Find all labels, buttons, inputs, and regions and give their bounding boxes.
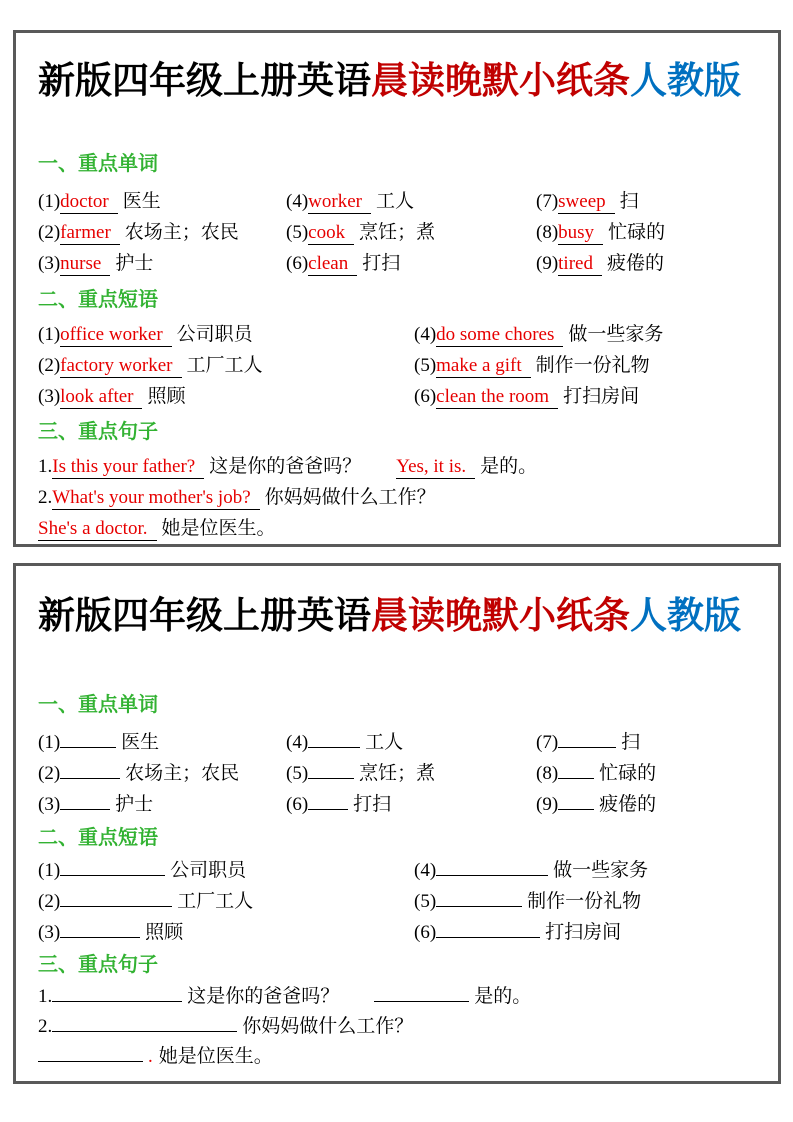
word-item bbox=[38, 186, 286, 217]
zh-meaning: 这是你的爸爸吗？ bbox=[209, 456, 362, 477]
zh-meaning: 打扫 bbox=[353, 794, 392, 815]
zh-meaning: 疲倦的 bbox=[599, 794, 657, 815]
item-number: (1) bbox=[38, 732, 61, 753]
word-item bbox=[536, 186, 756, 217]
item-number: 2. bbox=[38, 1016, 53, 1037]
zh-meaning: 打扫 bbox=[362, 253, 401, 274]
zh-meaning: 做一些家务 bbox=[568, 324, 664, 345]
answer-en: doctor bbox=[60, 191, 118, 214]
answer-en: do some chores bbox=[436, 324, 563, 347]
phrase-item bbox=[38, 917, 414, 948]
item-number: (3) bbox=[38, 922, 61, 943]
item-number: (1) bbox=[38, 324, 61, 345]
item-number: (3) bbox=[38, 253, 61, 274]
item-number: (3) bbox=[38, 386, 61, 407]
answer-en: worker bbox=[308, 191, 371, 214]
answer-en: tired bbox=[558, 253, 602, 276]
title-grade-part: 新版四年级上册英语 bbox=[38, 595, 371, 636]
phrase-item bbox=[38, 350, 414, 381]
zh-meaning: 扫 bbox=[621, 732, 641, 753]
word-item bbox=[38, 789, 286, 820]
item-number: (5) bbox=[414, 891, 437, 912]
item-number: (2) bbox=[38, 891, 61, 912]
item-number: (5) bbox=[286, 222, 309, 243]
blank-line bbox=[52, 1018, 237, 1032]
zh-meaning: 忙碌的 bbox=[608, 222, 666, 243]
zh-meaning: 打扫房间 bbox=[545, 922, 622, 943]
zh-meaning: 医生 bbox=[122, 191, 161, 212]
word-item bbox=[38, 248, 286, 279]
section-heading-sentences: 三、重点句子 bbox=[38, 421, 158, 443]
sentence-row bbox=[38, 1042, 756, 1072]
page-title bbox=[38, 59, 756, 103]
words-list-blank bbox=[38, 727, 756, 820]
phrase-item bbox=[38, 319, 414, 350]
zh-meaning: 烹饪；煮 bbox=[359, 222, 436, 243]
phrase-item bbox=[414, 381, 756, 412]
word-item bbox=[38, 727, 286, 758]
answer-en: busy bbox=[558, 222, 603, 245]
word-item bbox=[38, 758, 286, 789]
item-number: (8) bbox=[536, 763, 559, 784]
zh-meaning: 她是位医生。 bbox=[158, 1046, 273, 1067]
item-number: (1) bbox=[38, 860, 61, 881]
zh-meaning: 公司职员 bbox=[170, 860, 247, 881]
item-number: 1. bbox=[38, 456, 53, 477]
phrases-list bbox=[38, 319, 756, 412]
item-number: (1) bbox=[38, 191, 61, 212]
word-item bbox=[536, 217, 756, 248]
phrases-list-blank bbox=[38, 855, 756, 948]
zh-meaning: 做一些家务 bbox=[553, 860, 649, 881]
answer-en: clean bbox=[308, 253, 357, 276]
phrase-item bbox=[414, 917, 756, 948]
blank-line bbox=[558, 734, 616, 748]
period-mark: . bbox=[148, 1046, 153, 1067]
answer-en: farmer bbox=[60, 222, 120, 245]
zh-meaning: 照顾 bbox=[147, 386, 186, 407]
blank-line bbox=[308, 796, 348, 810]
sentence-row bbox=[38, 513, 756, 544]
zh-meaning: 制作一份礼物 bbox=[527, 891, 642, 912]
title-series-part: 晨读晚默小纸条 bbox=[371, 595, 630, 636]
item-number: (4) bbox=[414, 860, 437, 881]
item-number: (2) bbox=[38, 763, 61, 784]
section-heading-phrases: 二、重点短语 bbox=[38, 289, 158, 311]
sentence-row bbox=[38, 982, 756, 1012]
zh-meaning: 疲倦的 bbox=[606, 253, 664, 274]
word-item bbox=[286, 727, 536, 758]
page-title bbox=[38, 594, 756, 638]
word-item bbox=[286, 186, 536, 217]
word-item bbox=[536, 758, 756, 789]
word-item bbox=[536, 789, 756, 820]
word-item bbox=[286, 217, 536, 248]
phrase-item bbox=[414, 350, 756, 381]
item-number: (5) bbox=[286, 763, 309, 784]
item-number: (7) bbox=[536, 191, 559, 212]
zh-meaning: 烹饪；煮 bbox=[359, 763, 436, 784]
item-number: (7) bbox=[536, 732, 559, 753]
item-number: (4) bbox=[286, 191, 309, 212]
zh-meaning: 公司职员 bbox=[176, 324, 253, 345]
blank-line bbox=[52, 988, 182, 1002]
zh-meaning: 工厂工人 bbox=[186, 355, 263, 376]
item-number: (9) bbox=[536, 253, 559, 274]
item-number: (6) bbox=[286, 794, 309, 815]
zh-meaning: 打扫房间 bbox=[563, 386, 640, 407]
blank-line bbox=[60, 765, 120, 779]
word-item bbox=[536, 248, 756, 279]
item-number: (8) bbox=[536, 222, 559, 243]
blank-line bbox=[60, 862, 165, 876]
answer-en: Yes, it is. bbox=[396, 456, 475, 479]
sentences-list bbox=[38, 451, 756, 544]
item-number: (5) bbox=[414, 355, 437, 376]
item-number: (4) bbox=[414, 324, 437, 345]
sentences-list-blank bbox=[38, 982, 756, 1072]
section-heading-phrases: 二、重点短语 bbox=[38, 827, 158, 849]
title-series-part: 晨读晚默小纸条 bbox=[371, 60, 630, 101]
sentence-row bbox=[38, 451, 756, 482]
item-number: 1. bbox=[38, 986, 53, 1007]
item-number: (6) bbox=[414, 922, 437, 943]
worksheet-card-blank bbox=[13, 563, 781, 1084]
blank-line bbox=[38, 1048, 143, 1062]
answer-en: Is this your father? bbox=[52, 456, 204, 479]
item-number: (2) bbox=[38, 222, 61, 243]
item-number: (4) bbox=[286, 732, 309, 753]
section-heading-words: 一、重点单词 bbox=[38, 153, 158, 175]
zh-meaning: 农场主；农民 bbox=[125, 763, 240, 784]
answer-en: office worker bbox=[60, 324, 172, 347]
zh-meaning: 是的。 bbox=[474, 986, 532, 1007]
zh-meaning: 护士 bbox=[115, 253, 154, 274]
item-number: (6) bbox=[286, 253, 309, 274]
phrase-item bbox=[414, 886, 756, 917]
zh-meaning: 你妈妈做什么工作？ bbox=[242, 1016, 414, 1037]
blank-line bbox=[558, 765, 594, 779]
zh-meaning: 制作一份礼物 bbox=[535, 355, 650, 376]
item-number: 2. bbox=[38, 487, 53, 508]
item-number: (9) bbox=[536, 794, 559, 815]
blank-line bbox=[436, 893, 522, 907]
blank-line bbox=[436, 924, 540, 938]
sentence-row bbox=[38, 1012, 756, 1042]
answer-en: She's a doctor. bbox=[38, 518, 157, 541]
item-number: (2) bbox=[38, 355, 61, 376]
answer-en: factory worker bbox=[60, 355, 181, 378]
zh-meaning: 你妈妈做什么工作？ bbox=[264, 487, 436, 508]
title-grade-part: 新版四年级上册英语 bbox=[38, 60, 371, 101]
zh-meaning: 忙碌的 bbox=[599, 763, 657, 784]
blank-line bbox=[60, 734, 116, 748]
answer-en: look after bbox=[60, 386, 142, 409]
word-item bbox=[286, 758, 536, 789]
worksheet-card-answered bbox=[13, 30, 781, 547]
section-heading-words: 一、重点单词 bbox=[38, 694, 158, 716]
word-item bbox=[536, 727, 756, 758]
blank-line bbox=[60, 893, 172, 907]
phrase-item bbox=[38, 381, 414, 412]
title-edition-part: 人教版 bbox=[630, 595, 741, 636]
answer-en: make a gift bbox=[436, 355, 530, 378]
answer-en: cook bbox=[308, 222, 354, 245]
answer-en: What's your mother's job? bbox=[52, 487, 259, 510]
zh-meaning: 是的。 bbox=[480, 456, 538, 477]
zh-meaning: 农场主；农民 bbox=[124, 222, 239, 243]
blank-line bbox=[436, 862, 548, 876]
item-number: (3) bbox=[38, 794, 61, 815]
zh-meaning: 这是你的爸爸吗？ bbox=[187, 986, 340, 1007]
blank-line bbox=[60, 924, 140, 938]
word-item bbox=[286, 789, 536, 820]
zh-meaning: 工人 bbox=[375, 191, 414, 212]
phrase-item bbox=[38, 886, 414, 917]
blank-line bbox=[558, 796, 594, 810]
zh-meaning: 照顾 bbox=[145, 922, 184, 943]
words-list bbox=[38, 186, 756, 279]
word-item bbox=[38, 217, 286, 248]
zh-meaning: 医生 bbox=[121, 732, 160, 753]
answer-en: sweep bbox=[558, 191, 614, 214]
section-heading-sentences: 三、重点句子 bbox=[38, 954, 158, 976]
blank-line bbox=[374, 988, 469, 1002]
answer-en: clean the room bbox=[436, 386, 558, 409]
blank-line bbox=[308, 765, 354, 779]
zh-meaning: 工人 bbox=[365, 732, 404, 753]
zh-meaning: 扫 bbox=[619, 191, 639, 212]
answer-en: nurse bbox=[60, 253, 110, 276]
phrase-item bbox=[38, 855, 414, 886]
blank-line bbox=[308, 734, 360, 748]
zh-meaning: 她是位医生。 bbox=[161, 518, 276, 539]
zh-meaning: 工厂工人 bbox=[177, 891, 254, 912]
phrase-item bbox=[414, 319, 756, 350]
sentence-row bbox=[38, 482, 756, 513]
phrase-item bbox=[414, 855, 756, 886]
blank-line bbox=[60, 796, 110, 810]
word-item bbox=[286, 248, 536, 279]
item-number: (6) bbox=[414, 386, 437, 407]
title-edition-part: 人教版 bbox=[630, 60, 741, 101]
zh-meaning: 护士 bbox=[115, 794, 154, 815]
